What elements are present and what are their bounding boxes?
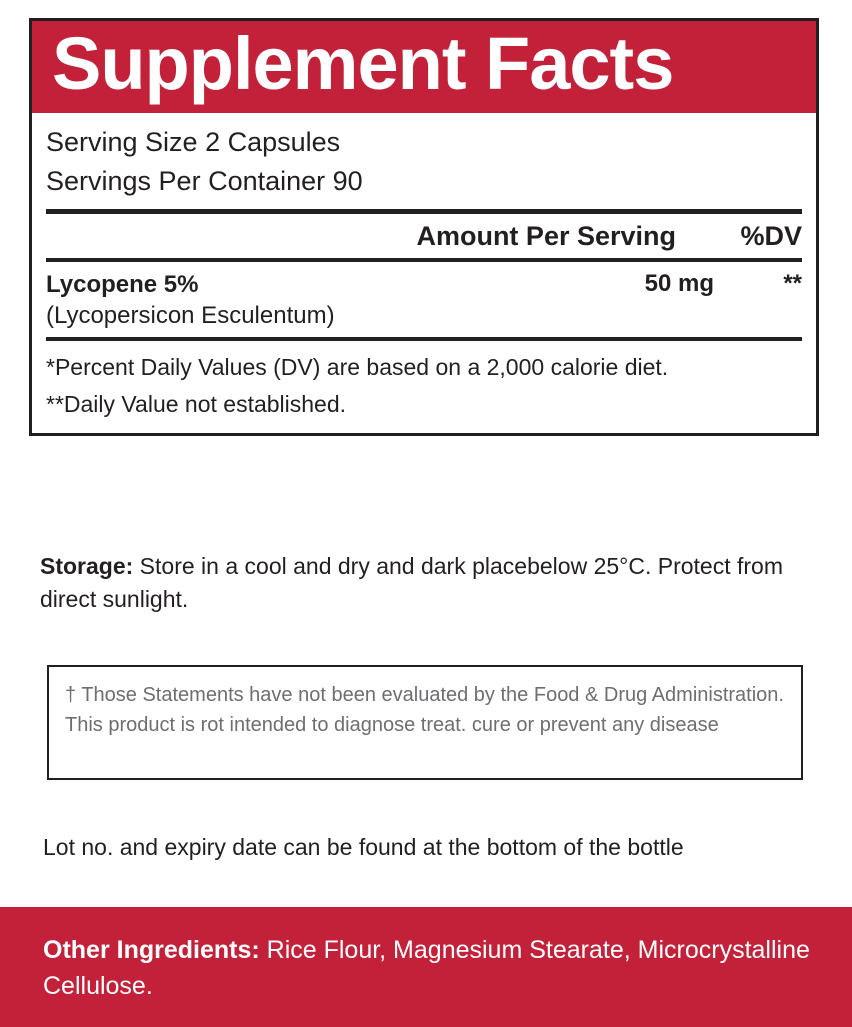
fda-disclaimer-text: † Those Statements have not been evaluated by the Food & Drug Administration. This product is rot intended to diagnose treat. cure or prevent any disease — [65, 684, 784, 736]
storage-block — [40, 550, 800, 615]
nutrient-dv: ** — [783, 269, 802, 297]
nutrient-name-cell — [46, 270, 522, 331]
other-ingredients-band — [0, 907, 852, 1027]
storage-text: Store in a cool and dry and dark placebelow 25°C. Protect from direct sunlight. — [40, 553, 784, 612]
supplement-facts-panel — [29, 18, 819, 436]
page-title: Supplement Facts — [52, 22, 674, 105]
storage-label: Storage: — [40, 553, 134, 579]
column-header-percent-dv: %DV — [740, 220, 802, 251]
footnote-daily-values: *Percent Daily Values (DV) are based on a 2,000 calorie diet. — [46, 354, 669, 381]
column-headers-row — [46, 214, 802, 258]
supplement-facts-header — [32, 21, 816, 113]
nutrient-amount: 50 mg — [644, 269, 714, 297]
nutrient-subname: (Lycopersicon Esculentum) — [46, 301, 335, 329]
other-ingredients-text — [43, 933, 812, 1004]
other-ingredients-list: Rice Flour, Magnesium Stearate, Microcrystalline Cellulose. — [43, 936, 810, 1000]
nutrient-name: Lycopene 5% — [46, 270, 199, 298]
serving-size-text: Serving Size 2 Capsules — [46, 126, 341, 157]
servings-per-container-text: Servings Per Container 90 — [46, 165, 363, 196]
footnotes-group — [46, 341, 802, 423]
lot-and-expiry-note: Lot no. and expiry date can be found at the bottom of the bottle — [43, 834, 684, 860]
footnote-dv-not-established: **Daily Value not established. — [46, 391, 347, 418]
supplement-facts-body — [32, 113, 816, 433]
other-ingredients-label: Other Ingredients: — [43, 936, 260, 964]
column-header-amount-per-serving: Amount Per Serving — [416, 220, 676, 251]
fda-disclaimer-box — [47, 665, 803, 780]
table-row — [46, 262, 802, 337]
